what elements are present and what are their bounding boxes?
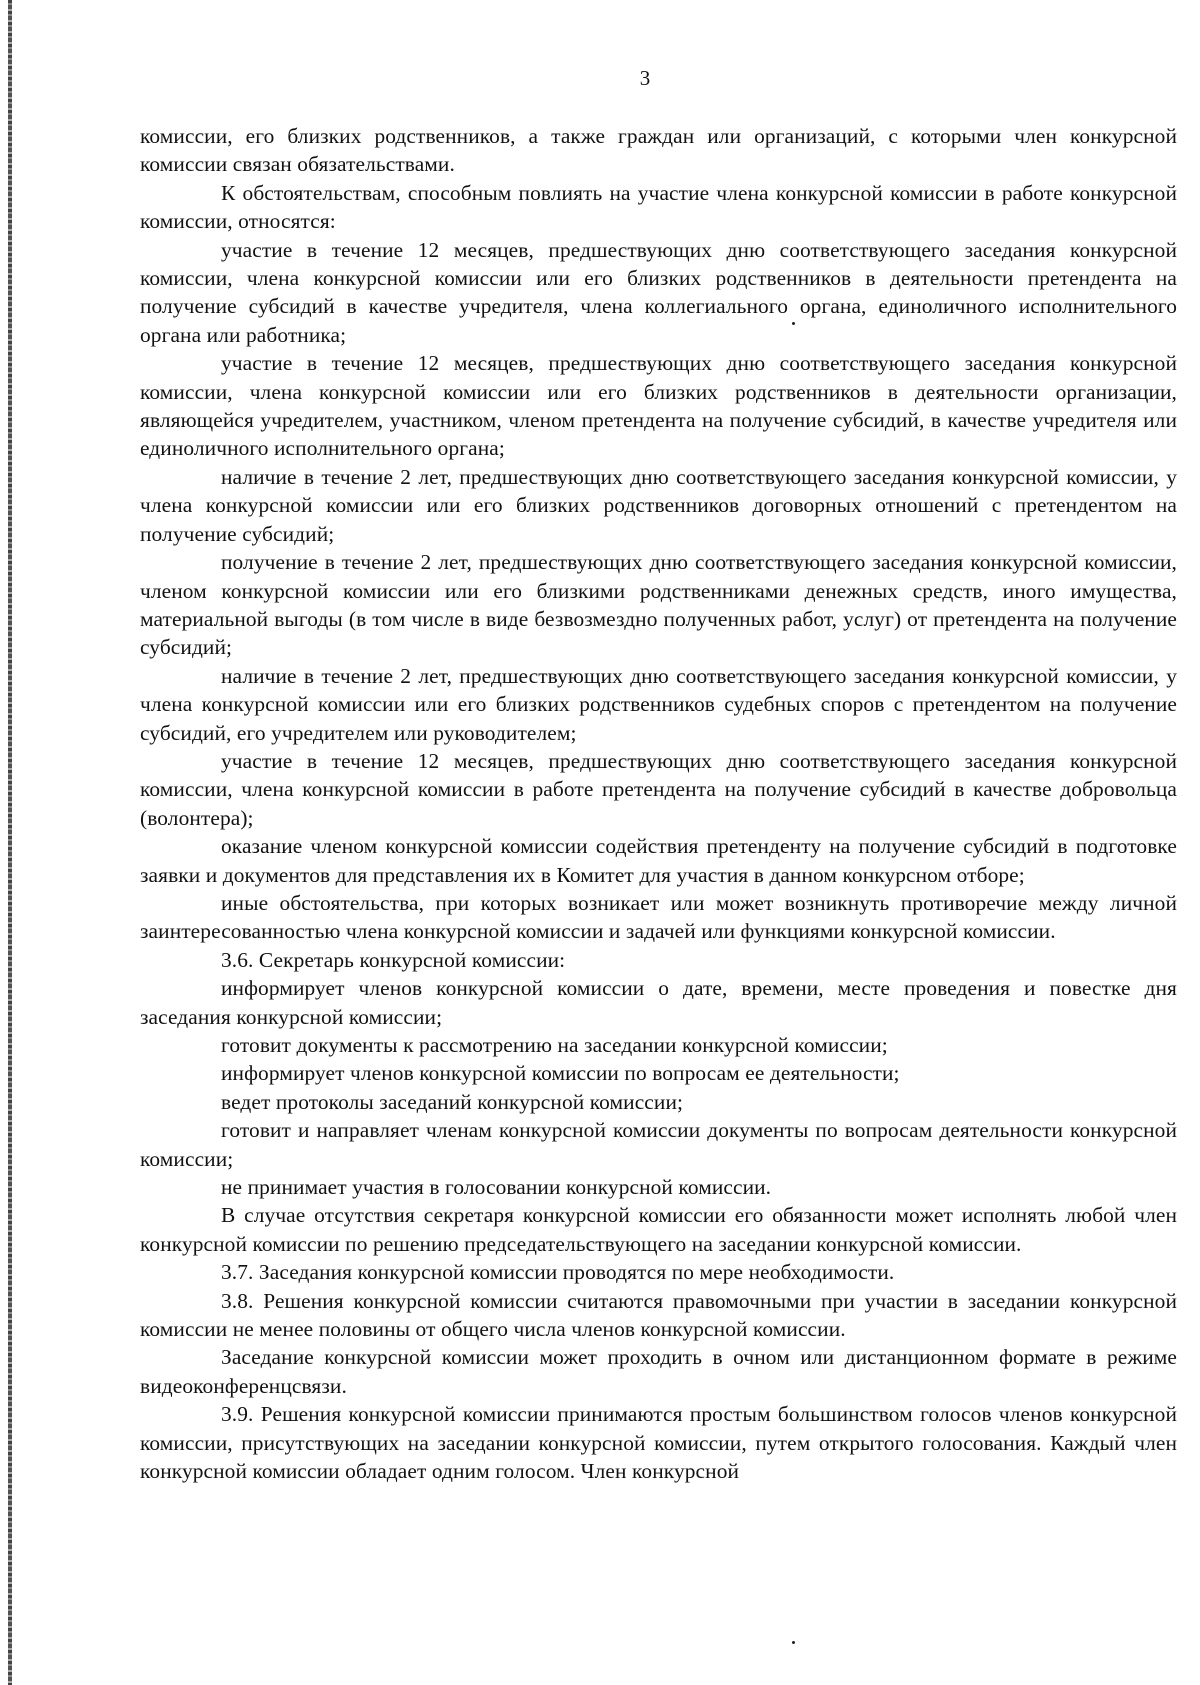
- paragraph-item: готовит документы к рассмотрению на заседании конкурсной комиссии;: [221, 1033, 888, 1057]
- paragraph-item: оказание членом конкурсной комиссии содействия претенденту на получение субсидий в подготовке заявки и документов для представления их в Комитет для участия в данном конкурсном отборе;: [140, 834, 1177, 887]
- section-3-9: 3.9. Решения конкурсной комиссии принимаются простым большинством голосов членов конкурсной комиссии, присутствующих на заседании конкурсной комиссии, путем открытого голосования. Каждый член конкурсной комиссии обладает одним голосом. Член конкурсной: [140, 1402, 1177, 1484]
- paragraph-secretary-absence: В случае отсутствия секретаря конкурсной комиссии его обязанности может исполнять любой член конкурсной комиссии по решению председательствующего на заседании конкурсной комиссии.: [140, 1203, 1177, 1256]
- paragraph-item: участие в течение 12 месяцев, предшествующих дню соответствующего заседания конкурсной комиссии, члена конкурсной комиссии в работе претендента на получение субсидий в качестве добровольца (волонтера);: [140, 748, 1177, 830]
- paragraph-continuation: комиссии, его близких родственников, а также граждан или организаций, с которыми член конкурсной комиссии связан обязательствами.: [140, 124, 1177, 177]
- section-3-7: 3.7. Заседания конкурсной комиссии проводятся по мере необходимости.: [221, 1260, 895, 1285]
- scan-speck: [792, 1641, 795, 1644]
- paragraph-item: готовит и направляет членам конкурсной комиссии документы по вопросам деятельности конкурсной комиссии;: [140, 1118, 1177, 1171]
- page-number: 3: [639, 66, 651, 90]
- section-3-8: 3.8. Решения конкурсной комиссии считаются правомочными при участии в заседании конкурсной комиссии не менее половины от общего числа членов конкурсной комиссии.: [140, 1288, 1177, 1342]
- paragraph-item: иные обстоятельства, при которых возникает или может возникнуть противоречие между личной заинтересованностью члена конкурсной комиссии и задачей или функциями конкурсной комиссии.: [140, 890, 1177, 944]
- document-body: [140, 122, 1177, 1486]
- paragraph-meeting-format: Заседание конкурсной комиссии может проходить в очном или дистанционном формате в режиме видеоконференцсвязи.: [140, 1345, 1177, 1398]
- paragraph-circumstances-intro: К обстоятельствам, способным повлиять на участие члена конкурсной комиссии в работе конкурсной комиссии, относятся:: [140, 180, 1177, 234]
- paragraph-item: участие в течение 12 месяцев, предшествующих дню соответствующего заседания конкурсной комиссии, члена конкурсной комиссии или его близких родственников в деятельности организации, являющейся учредителем, участником, членом претендента на получение субсидий, в качестве учредителя или единоличного исполнительного органа;: [140, 351, 1177, 461]
- paragraph-item: не принимает участия в голосовании конкурсной комиссии.: [221, 1175, 772, 1200]
- paragraph-item: наличие в течение 2 лет, предшествующих дню соответствующего заседания конкурсной комиссии, у члена конкурсной комиссии или его близких родственников судебных споров с претендентом на получение субсидий, его учредителем или руководителем;: [140, 663, 1177, 745]
- paragraph-item: получение в течение 2 лет, предшествующих дню соответствующего заседания конкурсной комиссии, членом конкурсной комиссии или его близкими родственниками денежных средств, иного имущества, материальной выгоды (в том числе в виде безвозмездно полученных работ, услуг) от претендента на получение субсидий;: [140, 550, 1177, 660]
- scan-speck: [792, 322, 795, 325]
- paragraph-item: наличие в течение 2 лет, предшествующих дню соответствующего заседания конкурсной комиссии, у члена конкурсной комиссии или его близких родственников договорных отношений с претендентом на получение субсидий;: [140, 464, 1177, 546]
- paragraph-item: участие в течение 12 месяцев, предшествующих дню соответствующего заседания конкурсной комиссии, члена конкурсной комиссии или его близких родственников в деятельности претендента на получение субсидий в качестве учредителя, члена коллегиального органа, единоличного исполнительного органа или работника;: [140, 237, 1177, 347]
- scan-edge-artifact: [8, 0, 12, 1685]
- paragraph-item: информирует членов конкурсной комиссии о дате, времени, месте проведения и повестке дня заседания конкурсной комиссии;: [140, 976, 1177, 1029]
- paragraph-item: ведет протоколы заседаний конкурсной комиссии;: [221, 1089, 684, 1114]
- section-3-6-heading: 3.6. Секретарь конкурсной комиссии:: [221, 947, 566, 972]
- paragraph-item: информирует членов конкурсной комиссии по вопросам ее деятельности;: [221, 1061, 900, 1086]
